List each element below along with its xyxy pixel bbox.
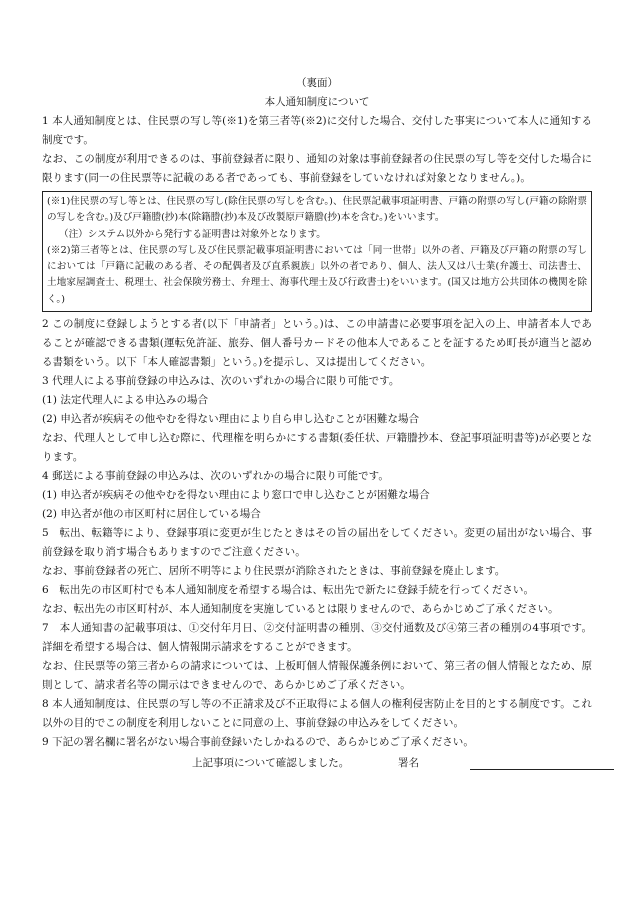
paragraph-7-note: なお、住民票等の第三者からの請求については、上板町個人情報保護条例において、第三者の個人情報となため、原則として、請求者名等の開示はできませんので、あらかじめご了承ください。 (42, 660, 592, 692)
paragraph-9: 9 下記の署名欄に署名がない場合事前登録いたしかねるので、あらかじめご了承ください。 (42, 736, 474, 749)
paragraph-3-item-2: (2) 申込者が疾病その他やむを得ない理由により自ら申し込むことが困難な場合 (42, 413, 420, 426)
signature-label: 署名 (398, 757, 419, 770)
confirmation-text: 上記事項について確認しました。 (192, 757, 350, 770)
note-2: (※2)第三者等とは、住民票の写し及び住民票記載事項証明書においては「同一世帯」以外の者、戸籍及び戸籍の附票の写しにおいては「戸籍に記載のある者、その配偶者及び直系親族」以外の者であり、個人、法人又は八士業(弁護士、司法書士、土地家屋調査士、税理士、社会保険労務士、弁理士、海事代理士及び行政書士)をいいます。(国又は地方公共団体の機関を除く。) (47, 244, 587, 305)
paragraph-2: 2 この制度に登録しようとする者(以下「申請者」という。)は、この申請書に必要事項を記入の上、申請者本人であることが確認できる書類(運転免許証、旅券、個人番号カードその他本人であることを証するため町長が適当と認める書類をいう。以下「本人確認書類」という。)を提示し、又は提出してください。 (42, 318, 592, 369)
paragraph-3-note: なお、代理人として申し込む際に、代理権を明らかにする書類(委任状、戸籍謄抄本、登記事項証明書等)が必要となります。 (42, 432, 592, 464)
note-sub: （注）システム以外から発行する証明書は対象外となります。 (59, 228, 326, 240)
page-title: 本人通知制度について (264, 96, 370, 108)
paragraph-3: 3 代理人による事前登録の申込みは、次のいずれかの場合に限り可能です。 (42, 375, 400, 388)
paragraph-4-item-2: (2) 申込者が他の市区町村に居住している場合 (42, 508, 261, 521)
notes-box (42, 191, 592, 312)
note-1: (※1)住民票の写し等とは、住民票の写し(除住民票の写しを含む。)、住民票記載事項証明書、戸籍の附票の写し(戸籍の除附票の写しを含む。)及び戸籍謄(抄)本(除籍謄(抄)本及び改製原戸籍謄(抄)本を含む。)をいいます。 (47, 196, 587, 224)
paragraph-7: 7 本人通知書の記載事項は、①交付年月日、②交付証明書の種別、③交付通数及び④第三者の種別の4事項です。詳細を希望する場合は、個人情報開示請求をすることができます。 (42, 622, 592, 654)
side-label: （裏面） (296, 77, 338, 89)
paragraph-5: 5 転出、転籍等により、登録事項に変更が生じたときはその旨の届出をしてください。変更の届出がない場合、事前登録を取り消す場合もありますのでご注意ください。 (42, 527, 592, 559)
paragraph-3-item-1: (1) 法定代理人による申込みの場合 (42, 394, 209, 407)
paragraph-8: 8 本人通知制度は、住民票の写し等の不正請求及び不正取得による個人の権利侵害防止を目的とする制度です。これ以外の目的でこの制度を利用しないことに同意の上、事前登録の申込みをしてください。 (42, 698, 592, 730)
document-page (42, 74, 592, 776)
paragraph-6-note: なお、転出先の市区町村が、本人通知制度を実施しているとは限りませんので、あらかじめご了承ください。 (42, 603, 559, 616)
paragraph-5-note: なお、事前登録者の死亡、居所不明等により住民票が消除されたときは、事前登録を廃止します。 (42, 565, 506, 578)
paragraph-1-note: なお、この制度が利用できるのは、事前登録者に限り、通知の対象は事前登録者の住民票の写し等を交付した場合に限ります(同一の住民票等に記載のある者であっても、事前登録をしていなければ対象となりません。)。 (42, 153, 592, 184)
signature-row (42, 754, 592, 776)
paragraph-1: 1 本人通知制度とは、住民票の写し等(※1)を第三者等(※2)に交付した場合、交付した事実について本人に通知する制度です。 (42, 115, 592, 146)
signature-field[interactable] (470, 769, 614, 770)
paragraph-4-item-1: (1) 申込者が疾病その他やむを得ない理由により窓口で申し込むことが困難な場合 (42, 489, 430, 502)
paragraph-4: 4 郵送による事前登録の申込みは、次のいずれかの場合に限り可能です。 (42, 470, 389, 483)
paragraph-6: 6 転出先の市区町村でも本人通知制度を希望する場合は、転出先で新たに登録手続を行ってください。 (42, 584, 535, 597)
